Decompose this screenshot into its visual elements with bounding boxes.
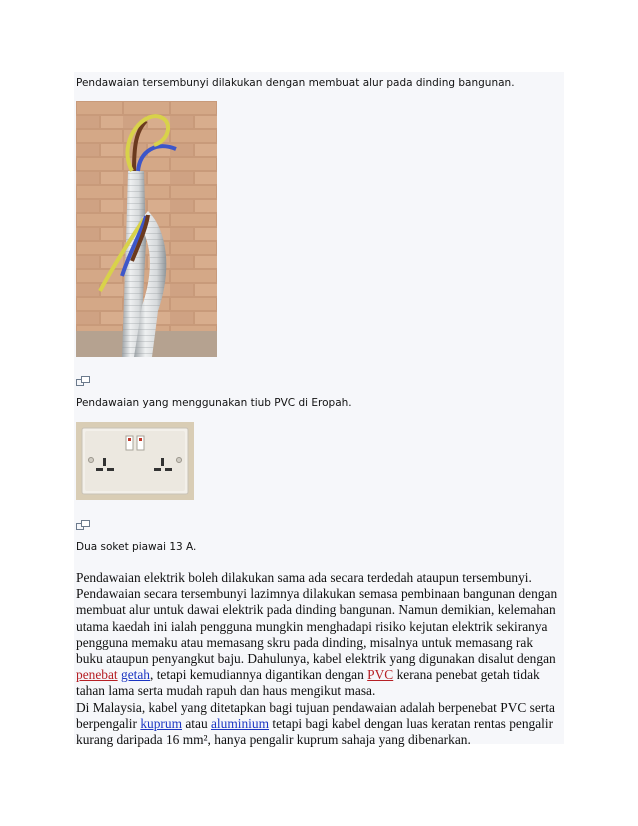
link-getah[interactable]: getah (121, 667, 150, 683)
link-penebat[interactable]: penebat (76, 667, 118, 683)
paragraph-wiring-methods (76, 570, 563, 700)
link-kuprum[interactable]: kuprum (140, 716, 182, 732)
paragraph-text: atau (181, 716, 211, 732)
paragraph-malaysia-cables (76, 700, 563, 749)
paragraph-text: tetapi bagi kabel dengan luas keratan rentas pengalir kurang daripada 16 mm², hanya pengalir kuprum sahaja yang dibenarkan. (76, 716, 554, 748)
photo-double-socket (76, 422, 194, 500)
enlarge-icon[interactable] (76, 517, 90, 527)
photo-pvc-conduit-wires (76, 101, 217, 357)
caption-pvc-europe: Pendawaian yang menggunakan tiub PVC di Eropah. (76, 397, 352, 409)
link-pvc[interactable]: PVC (367, 667, 394, 683)
caption-concealed-wiring: Pendawaian tersembunyi dilakukan dengan membuat alur pada dinding bangunan. (76, 77, 515, 89)
paragraph-text: kerana penebat getah tidak tahan lama serta mudah rapuh dan haus mengikut masa. (76, 667, 540, 699)
paragraph-text: Di Malaysia, kabel yang ditetapkan bagi tujuan pendawaian adalah berpenebat PVC serta berpengalir (76, 700, 555, 732)
link-aluminium[interactable]: aluminium (210, 716, 270, 732)
enlarge-icon[interactable] (76, 373, 90, 383)
caption-socket: Dua soket piawai 13 A. (76, 541, 197, 553)
paragraph-text: Pendawaian elektrik boleh dilakukan sama ada secara terdedah ataupun tersembunyi. Pendawaian secara tersembunyi lazimnya dilakukan semasa pembinaan bangunan dengan membuat alur untuk dawai elektrik pada dinding bangunan. Namun demikian, kelemahan utama kaedah ini ialah pengguna mungkin menghadapi risiko kejutan elektrik sekiranya pengguna memaku atau memasang skru pada dinding, misalnya untuk memasang rak buku ataupun penyangkut baju. Dahulunya, kabel elektrik yang digunakan disalut dengan (76, 570, 558, 667)
paragraph-text: , tetapi kemudiannya digantikan dengan (150, 667, 368, 683)
